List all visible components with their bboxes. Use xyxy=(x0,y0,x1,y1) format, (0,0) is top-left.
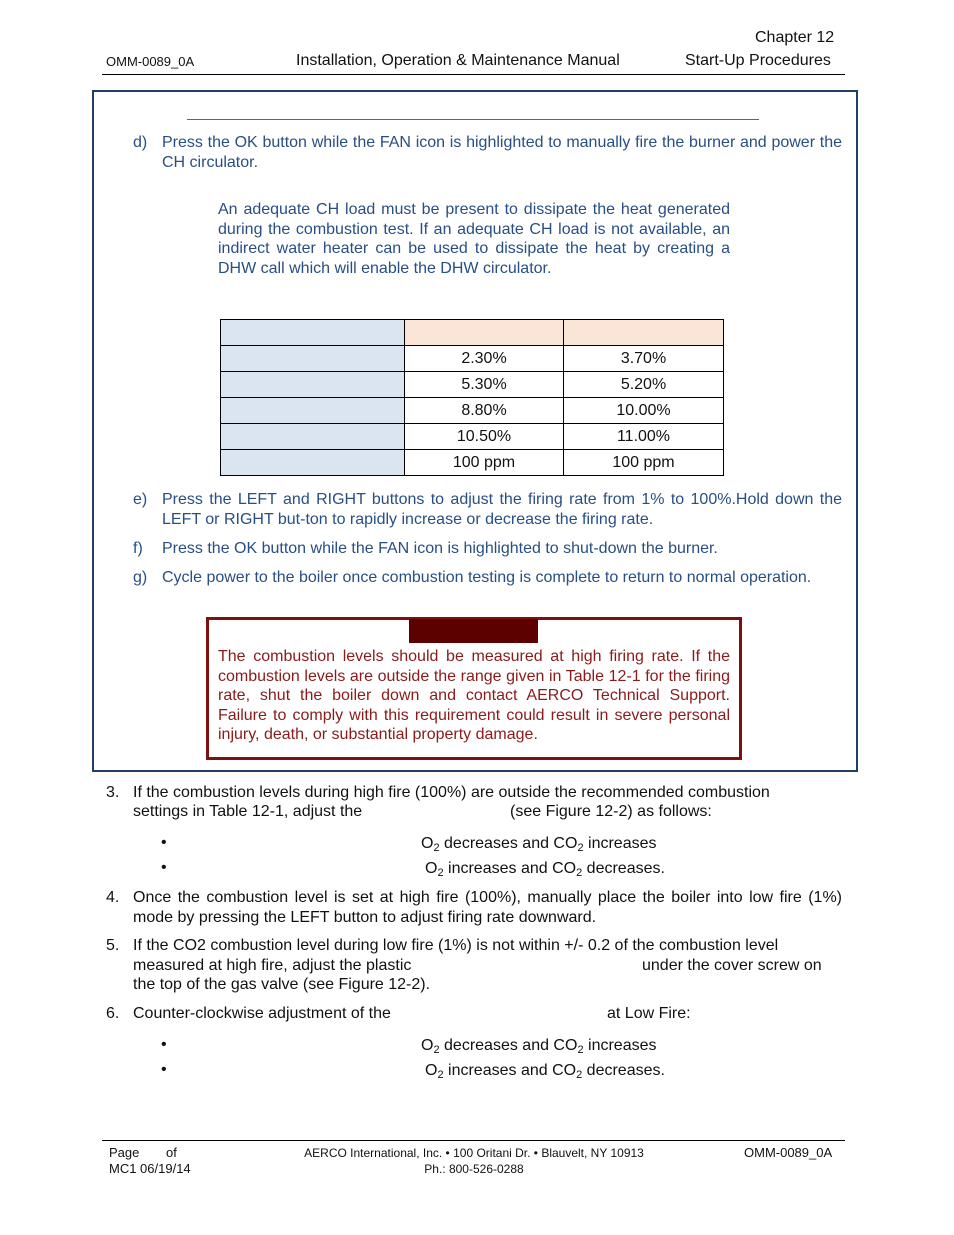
step-6-text-a: Counter-clockwise adjustment of the xyxy=(133,1005,391,1022)
step-5-line2b: under the cover screw on xyxy=(642,957,822,974)
table-row: 100 ppm 100 ppm xyxy=(221,450,724,476)
table-header-row xyxy=(221,320,724,346)
step-6-bullet-2: $O_2$ increases and $CO_2$ decreases. xyxy=(425,1062,665,1081)
footer-of-label: of xyxy=(166,1145,177,1160)
table-row: 10.50% 11.00% xyxy=(221,424,724,450)
step-6-number: 6. xyxy=(106,1005,120,1022)
footer-page-label: Page xyxy=(109,1145,140,1160)
step-f-text: Press the OK button while the FAN icon is highlighted to shut-down the burner. xyxy=(162,540,718,557)
step-3-line2a: settings in Table 12-1, adjust the xyxy=(133,803,363,820)
step-6-bullet-1: $O_2$ decreases and $CO_2$ increases xyxy=(421,1037,657,1056)
step-g-label: g) xyxy=(133,569,148,586)
step-5-line3: the top of the gas valve (see Figure 12-2). xyxy=(133,976,431,993)
table-row: 2.30% 3.70% xyxy=(221,346,724,372)
header-title: Installation, Operation & Maintenance Manual xyxy=(296,52,620,69)
bullet-icon: • xyxy=(161,1061,167,1078)
table-row: 5.30% 5.20% xyxy=(221,372,724,398)
header-doc-id: OMM-0089_0A xyxy=(106,54,195,69)
bullet-icon: • xyxy=(161,834,167,851)
step-4-number: 4. xyxy=(106,889,120,906)
footer-revision: MC1 06/19/14 xyxy=(109,1161,191,1176)
step-e-label: e) xyxy=(133,491,148,508)
footer-rule xyxy=(102,1140,845,1141)
step-f-label: f) xyxy=(133,540,143,557)
note-text: An adequate CH load must be present to dissipate the heat generated during the combustion test. If an adequate CH load is not available, an indirect water heater can be used to dissipate the heat by creating a DHW call which will enable the DHW circulator. xyxy=(218,201,730,277)
header-rule xyxy=(102,74,845,75)
step-3-line2b: (see Figure 12-2) as follows: xyxy=(510,803,712,820)
step-4-text: Once the combustion level is set at high fire (100%), manually place the boiler into low fire (1%) mode by pressing the LEFT button to adjust firing rate downward. xyxy=(133,889,842,926)
header-section: Start-Up Procedures xyxy=(685,52,831,69)
step-3-line1: If the combustion levels during high fire (100%) are outside the recommended combustion xyxy=(133,784,770,801)
table-row: 8.80% 10.00% xyxy=(221,398,724,424)
step-5-number: 5. xyxy=(106,937,120,954)
step-e xyxy=(133,490,842,530)
combustion-table xyxy=(220,319,724,476)
step-g xyxy=(133,568,842,608)
step-f xyxy=(133,539,842,559)
bullet-icon: • xyxy=(161,1036,167,1053)
header-chapter: Chapter 12 xyxy=(755,29,835,46)
box-title-rule xyxy=(187,119,759,120)
step-d-label: d) xyxy=(133,134,148,151)
step-e-text: Press the LEFT and RIGHT buttons to adjust the firing rate from 1% to 100%.Hold down the LEFT or RIGHT but-ton to rapidly increase or decrease the firing rate. xyxy=(162,491,842,528)
step-d xyxy=(133,133,842,173)
step-g-text: Cycle power to the boiler once combustion testing is complete to return to normal operation. xyxy=(162,569,812,586)
footer-company: AERCO International, Inc. • 100 Oritani Dr. • Blauvelt, NY 10913 xyxy=(304,1146,644,1160)
warning-text: The combustion levels should be measured at high firing rate. If the combustion levels are outside the range given in Table 12-1 for the firing rate, shut the boiler down and contact AERCO Technical Support. Failure to comply with this requirement could result in severe personal injury, death, or substantial property damage. xyxy=(218,648,730,743)
step-3-bullet-1: $O_2$ decreases and $CO_2$ increases xyxy=(421,835,657,854)
step-d-text: Press the OK button while the FAN icon is highlighted to manually fire the burner and power the CH circulator. xyxy=(162,134,842,171)
step-6-text-b: at Low Fire: xyxy=(607,1005,691,1022)
step-5-line1: If the CO2 combustion level during low fire (1%) is not within +/- 0.2 of the combustion level xyxy=(133,937,779,954)
step-5-line2a: measured at high fire, adjust the plastic xyxy=(133,957,412,974)
warning-header-bar xyxy=(409,619,538,643)
footer-doc-id: OMM-0089_0A xyxy=(744,1145,833,1160)
step-3-number: 3. xyxy=(106,784,120,801)
step-3-bullet-2: $O_2$ increases and $CO_2$ decreases. xyxy=(425,860,665,879)
bullet-icon: • xyxy=(161,859,167,876)
footer-phone: Ph.: 800-526-0288 xyxy=(424,1162,524,1176)
